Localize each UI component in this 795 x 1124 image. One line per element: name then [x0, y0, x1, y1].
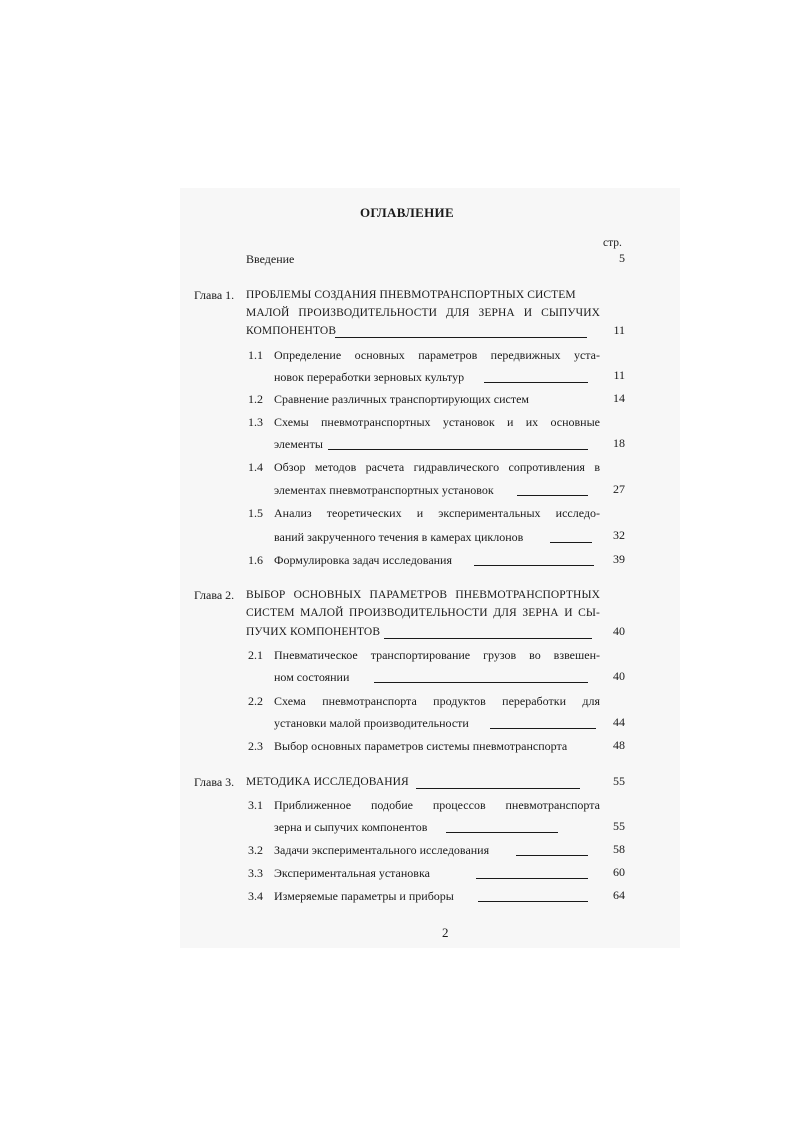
section-2-3-page: 48 — [613, 738, 625, 752]
section-2-3-line1: Выбор основных параметров системы пневмотранспорта — [274, 739, 568, 753]
section-1-6-number: 1.6 — [248, 553, 263, 567]
chapter-3-page: 55 — [613, 774, 625, 788]
section-3-4-number: 3.4 — [248, 889, 263, 903]
chapter-3-title-line1: МЕТОДИКА ИССЛЕДОВАНИЯ — [246, 776, 409, 788]
chapter-3-label: Глава 3. — [194, 775, 235, 789]
leader-line — [335, 337, 587, 338]
section-1-5-page: 32 — [613, 528, 625, 542]
page-number: 2 — [442, 925, 449, 940]
section-1-1-number: 1.1 — [248, 348, 263, 362]
section-3-2-page: 58 — [613, 842, 625, 856]
toc-title: ОГЛАВЛЕНИЕ — [360, 205, 454, 220]
section-3-1-line1: Приближенное подобие процессов пневмотранспорта — [274, 798, 600, 812]
section-1-6-line1: Формулировка задач исследования — [274, 553, 453, 567]
section-1-2-number: 1.2 — [248, 392, 263, 406]
leader-line — [490, 728, 596, 729]
section-3-1-page: 55 — [613, 819, 625, 833]
chapter-1-title-line2: МАЛОЙ ПРОИЗВОДИТЕЛЬНОСТИ ДЛЯ ЗЕРНА И СЫПУЧИХ — [246, 307, 600, 319]
section-1-1-line2: новок переработки зерновых культур — [274, 370, 465, 384]
leader-line — [384, 638, 592, 639]
section-1-4-line1: Обзор методов расчета гидравлического сопротивления в — [274, 460, 600, 474]
section-1-4-page: 27 — [613, 482, 625, 496]
toc-intro-page: 5 — [619, 251, 625, 265]
section-1-2-line1: Сравнение различных транспортирующих систем — [274, 392, 530, 406]
section-2-2-number: 2.2 — [248, 694, 263, 708]
section-3-3-number: 3.3 — [248, 866, 263, 880]
leader-line — [328, 449, 588, 450]
leader-line — [374, 682, 588, 683]
leader-line — [516, 855, 588, 856]
section-1-5-line2: ваний закрученного течения в камерах циклонов — [274, 530, 524, 544]
toc-intro-text: Введение — [246, 252, 295, 266]
section-2-1-line2: ном состоянии — [274, 670, 350, 684]
section-1-2-page: 14 — [613, 391, 625, 405]
leader-line — [476, 878, 588, 879]
section-3-3-line1: Экспериментальная установка — [274, 866, 430, 880]
chapter-1-page: 11 — [613, 323, 625, 337]
section-1-3-line1: Схемы пневмотранспортных установок и их основные — [274, 415, 600, 429]
section-2-2-line1: Схема пневмотранспорта продуктов переработки для — [274, 694, 600, 708]
section-2-2-line2: установки малой производительности — [274, 716, 469, 730]
page-column-label: стр. — [603, 237, 622, 249]
page-background — [180, 188, 680, 948]
chapter-2-label: Глава 2. — [194, 588, 235, 602]
chapter-2-page: 40 — [613, 624, 625, 638]
section-1-3-page: 18 — [613, 436, 625, 450]
section-3-1-number: 3.1 — [248, 798, 263, 812]
section-1-4-number: 1.4 — [248, 460, 263, 474]
chapter-2-title-line3: ПУЧИХ КОМПОНЕНТОВ — [246, 626, 381, 638]
leader-line — [517, 495, 588, 496]
chapter-1-title-line3: КОМПОНЕНТОВ — [246, 325, 337, 337]
leader-line — [484, 382, 588, 383]
section-3-4-page: 64 — [613, 888, 625, 902]
section-1-6-page: 39 — [613, 552, 625, 566]
section-2-2-page: 44 — [613, 715, 625, 729]
section-3-4-line1: Измеряемые параметры и приборы — [274, 889, 454, 903]
chapter-2-title-line2: СИСТЕМ МАЛОЙ ПРОИЗВОДИТЕЛЬНОСТИ ДЛЯ ЗЕРНА И СЫ- — [246, 607, 600, 619]
section-1-5-number: 1.5 — [248, 506, 263, 520]
section-1-4-line2: элементах пневмотранспортных установок — [274, 483, 494, 497]
section-1-3-line2: элементы — [274, 437, 323, 451]
section-1-5-line1: Анализ теоретических и экспериментальных исследо- — [274, 506, 600, 520]
leader-line — [478, 901, 588, 902]
section-1-1-page: 11 — [613, 368, 625, 382]
section-3-2-number: 3.2 — [248, 843, 263, 857]
chapter-2-title-line1: ВЫБОР ОСНОВНЫХ ПАРАМЕТРОВ ПНЕВМОТРАНСПОРТНЫХ — [246, 589, 600, 601]
section-2-1-line1: Пневматическое транспортирование грузов во взвешен- — [274, 648, 600, 662]
section-3-1-line2: зерна и сыпучих компонентов — [274, 820, 428, 834]
section-2-1-page: 40 — [613, 669, 625, 683]
section-3-2-line1: Задачи экспериментального исследования — [274, 843, 490, 857]
leader-line — [550, 542, 592, 543]
leader-line — [446, 832, 558, 833]
chapter-1-title-line1: ПРОБЛЕМЫ СОЗДАНИЯ ПНЕВМОТРАНСПОРТНЫХ СИСТЕМ — [246, 289, 576, 301]
leader-line — [416, 788, 580, 789]
section-1-1-line1: Определение основных параметров передвижных уста- — [274, 348, 600, 362]
section-1-3-number: 1.3 — [248, 415, 263, 429]
section-2-3-number: 2.3 — [248, 739, 263, 753]
section-2-1-number: 2.1 — [248, 648, 263, 662]
leader-line — [474, 565, 594, 566]
chapter-1-label: Глава 1. — [194, 288, 235, 302]
section-3-3-page: 60 — [613, 865, 625, 879]
